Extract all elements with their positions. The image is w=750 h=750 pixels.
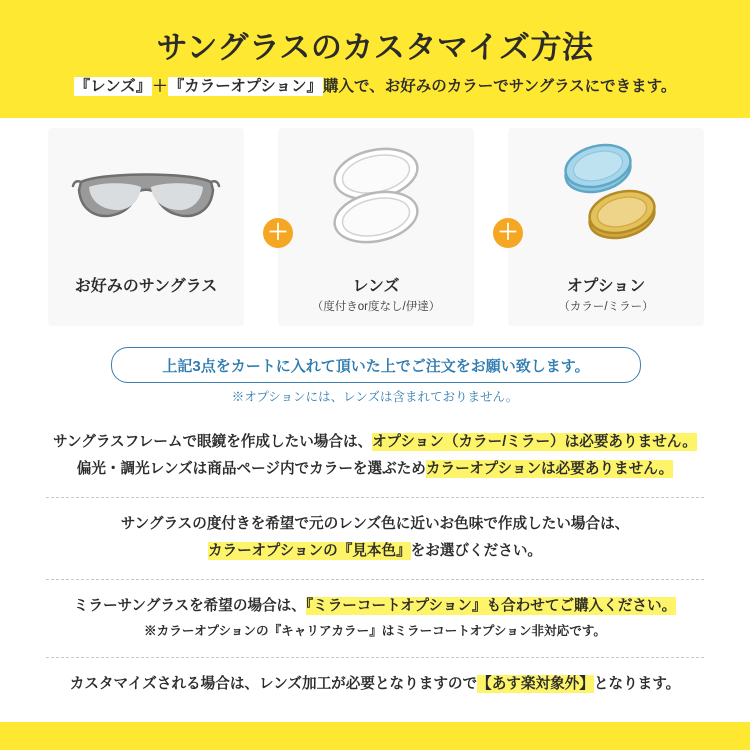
note-group-1 bbox=[46, 416, 704, 498]
card-label: レンズ bbox=[352, 278, 400, 295]
card-color-option bbox=[508, 128, 704, 326]
color-option-icon bbox=[508, 132, 704, 260]
note-text-highlight: カラーオプションの『見本色』 bbox=[207, 542, 411, 559]
lens-pair-icon bbox=[278, 132, 474, 260]
note-line bbox=[46, 593, 704, 620]
note-line bbox=[46, 456, 704, 483]
note-text: サングラスの度付きを希望で元のレンズ色に近いお色味で作成したい場合は、 bbox=[120, 515, 630, 532]
card-label: オプション bbox=[566, 278, 646, 295]
card-label: お好みのサングラス bbox=[74, 278, 218, 295]
note-text: 偏光・調光レンズは商品ページ内でカラーを選ぶため bbox=[76, 460, 426, 477]
note-text-highlight: 『ミラーコートオプション』も合わせてご購入ください。 bbox=[305, 597, 677, 614]
page-title: サングラスのカスタマイズ方法 bbox=[156, 30, 594, 65]
note-group-3 bbox=[46, 580, 704, 658]
note-line bbox=[46, 538, 704, 565]
note-text: をお選びください。 bbox=[410, 542, 543, 559]
note-group-4 bbox=[46, 658, 704, 712]
note-text-highlight: カラーオプションは必要ありません。 bbox=[425, 460, 674, 477]
note-line-small bbox=[46, 620, 704, 643]
card-sublabel: （度付きor度なし/伊達） bbox=[311, 301, 441, 313]
note-group-2 bbox=[46, 498, 704, 580]
note-text-highlight: 【あす楽対象外】 bbox=[477, 676, 594, 693]
note-text: となります。 bbox=[593, 676, 681, 693]
card-sunglasses bbox=[48, 128, 244, 326]
banner-subtitle-part-3: 『カラーオプション』 bbox=[168, 78, 323, 95]
sunglasses-icon bbox=[48, 132, 244, 260]
product-card-row bbox=[48, 128, 704, 328]
notes-section bbox=[46, 416, 704, 712]
card-sublabel: （カラー/ミラー） bbox=[558, 301, 654, 313]
order-instruction-text: 上記3点をカートに入れて頂いた上でご注文をお願い致します。 bbox=[162, 357, 590, 375]
banner-subtitle bbox=[0, 74, 750, 96]
banner-subtitle-part-2: ＋ bbox=[152, 78, 168, 95]
note-text: サングラスフレームで眼鏡を作成したい場合は、 bbox=[53, 434, 373, 450]
note-text: カスタマイズされる場合は、レンズ加工が必要となりますので bbox=[69, 676, 478, 693]
note-text-highlight: オプション（カラー/ミラー）は必要ありません。 bbox=[372, 434, 697, 450]
card-lens bbox=[278, 128, 474, 326]
plus-symbol-1: ＋ bbox=[263, 218, 293, 248]
note-text: ミラーサングラスを希望の場合は、 bbox=[73, 597, 306, 614]
plus-symbol-2: ＋ bbox=[493, 218, 523, 248]
note-line bbox=[46, 671, 704, 698]
order-instruction-note: ※オプションには、レンズは含まれておりません。 bbox=[231, 390, 519, 404]
header-banner bbox=[0, 0, 750, 118]
note-line bbox=[46, 511, 704, 538]
order-instruction-pill bbox=[111, 347, 641, 383]
banner-subtitle-part-4: 購入で、お好みのカラーでサングラスにできます。 bbox=[323, 78, 677, 95]
note-text: ※カラーオプションの『キャリアカラー』はミラーコートオプション非対応です。 bbox=[144, 623, 606, 638]
footer-banner bbox=[0, 722, 750, 750]
note-line bbox=[46, 429, 704, 456]
banner-subtitle-part-1: 『レンズ』 bbox=[74, 78, 152, 95]
